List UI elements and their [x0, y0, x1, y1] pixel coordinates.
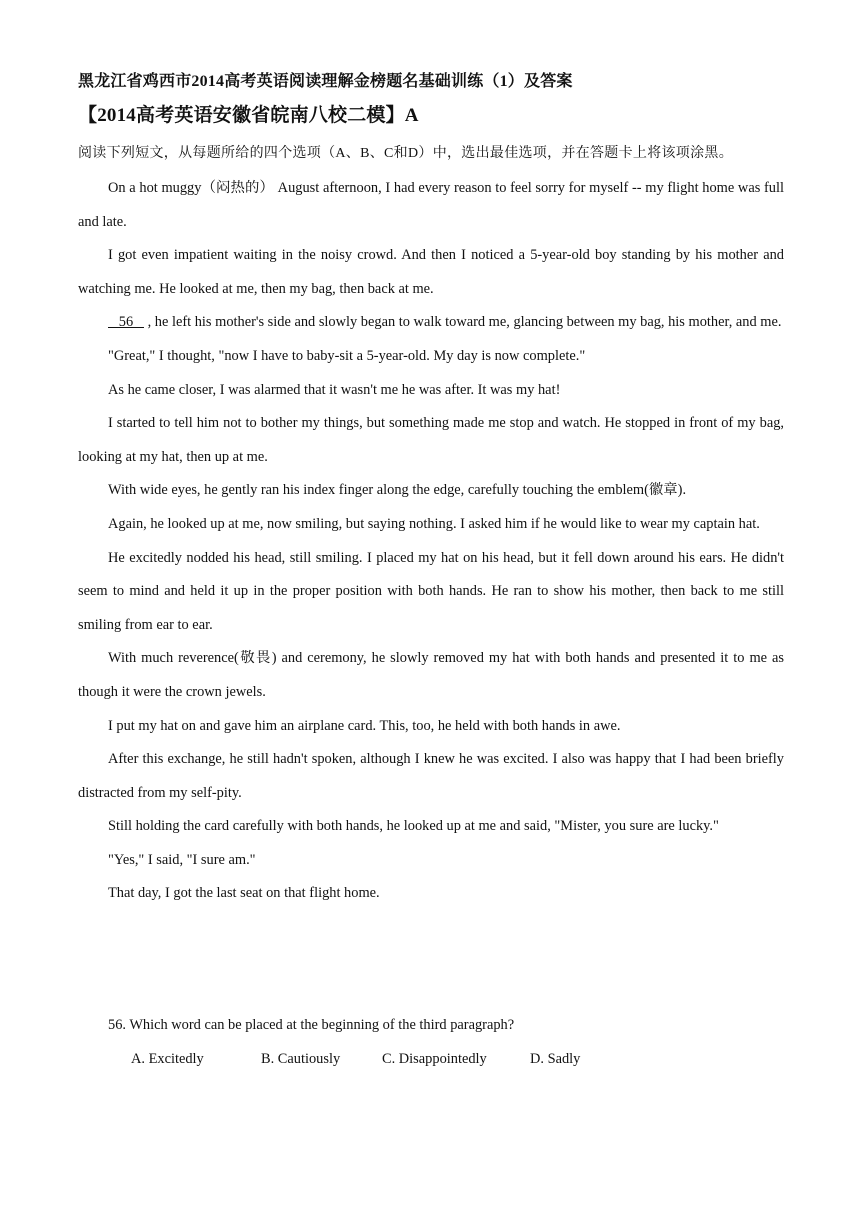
- paragraph-3-text: , he left his mother's side and slowly began to walk toward me, glancing between my bag, his mother, and me.: [143, 314, 782, 331]
- answer-options: [131, 1051, 811, 1081]
- option-d: D. Sadly: [530, 1051, 581, 1067]
- paragraph-14: "Yes," I said, "I sure am.": [108, 851, 256, 868]
- question-56: 56. Which word can be placed at the beginning of the third paragraph?: [108, 1017, 515, 1033]
- paragraph-9: He excitedly nodded his head, still smiling. I placed my hat on his head, but it fell down around his ears. He didn't seem to mind and held it up in the proper position with both hands. He ran to show his mother, then back to me still smiling from ear to ear.: [78, 549, 784, 633]
- paragraph-5: As he came closer, I was alarmed that it wasn't me he was after. It was my hat!: [108, 381, 561, 398]
- paragraph-3: [78, 306, 784, 340]
- document-title: 黑龙江省鸡西市2014高考英语阅读理解金榜题名基础训练（1）及答案: [78, 73, 573, 90]
- blank-56: 56: [108, 314, 144, 331]
- option-c: C. Disappointedly: [382, 1051, 487, 1067]
- paragraph-1: On a hot muggy（闷热的） August afternoon, I had every reason to feel sorry for myself -- my flight home was full and late.: [78, 180, 784, 230]
- option-a: A. Excitedly: [131, 1051, 204, 1067]
- paragraph-11: I put my hat on and gave him an airplane card. This, too, he held with both hands in awe.: [108, 717, 621, 734]
- reading-passage: [78, 172, 784, 911]
- paragraph-15: That day, I got the last seat on that flight home.: [108, 885, 380, 902]
- instructions: 阅读下列短文，从每题所给的四个选项（A、B、C和D）中，选出最佳选项，并在答题卡上将该项涂黑。: [78, 146, 733, 161]
- paragraph-7: With wide eyes, he gently ran his index finger along the edge, carefully touching the emblem(徽章).: [108, 482, 687, 499]
- paragraph-10: With much reverence(敬畏) and ceremony, he slowly removed my hat with both hands and presented it to me as though it were the crown jewels.: [78, 650, 784, 700]
- paragraph-12: After this exchange, he still hadn't spoken, although I knew he was excited. I also was happy that I had been briefly distracted from my self-pity.: [78, 751, 784, 801]
- option-b: B. Cautiously: [261, 1051, 341, 1067]
- paragraph-8: Again, he looked up at me, now smiling, but saying nothing. I asked him if he would like to wear my captain hat.: [108, 515, 760, 532]
- paragraph-13: Still holding the card carefully with both hands, he looked up at me and said, "Mister, you sure are lucky.": [108, 818, 719, 835]
- section-heading: 【2014高考英语安徽省皖南八校二模】A: [78, 105, 419, 126]
- paragraph-6: I started to tell him not to bother my things, but something made me stop and watch. He stopped in front of my bag, looking at my hat, then up at me.: [78, 415, 784, 465]
- paragraph-4: "Great," I thought, "now I have to baby-sit a 5-year-old. My day is now complete.": [108, 347, 586, 364]
- paragraph-2: I got even impatient waiting in the noisy crowd. And then I noticed a 5-year-old boy standing by his mother and watching me. He looked at me, then my bag, then back at me.: [78, 247, 784, 297]
